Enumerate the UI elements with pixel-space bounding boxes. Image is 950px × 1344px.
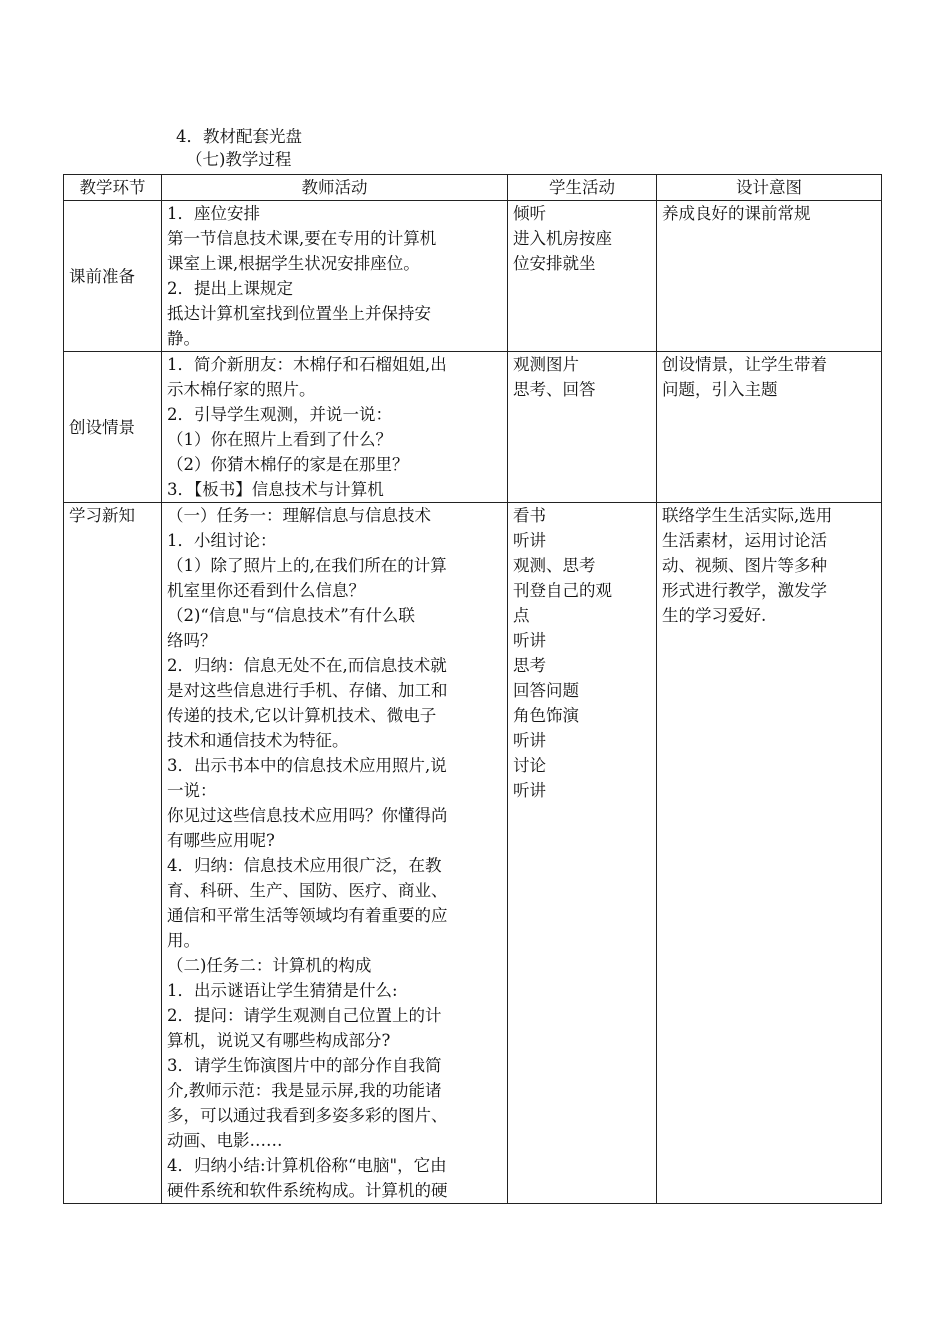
- intent-line: 养成良好的课前常规: [662, 204, 811, 223]
- intent-line: 问题，引入主题: [662, 380, 778, 399]
- student-line: 思考: [513, 656, 546, 675]
- stage-cell: 学习新知: [64, 503, 162, 1204]
- teacher-line: 是对这些信息进行手机、存储、加工和: [167, 681, 448, 700]
- teacher-line: 1．简介新朋友：木棉仔和石榴姐姐,出: [167, 355, 447, 374]
- student-activity-cell: [508, 201, 657, 352]
- teacher-line: 3．出示书本中的信息技术应用照片,说: [167, 756, 447, 775]
- intent-activity-cell: [657, 352, 882, 503]
- section-heading: （七)教学过程: [186, 150, 292, 169]
- intent-line: 创设情景，让学生带着: [662, 355, 827, 374]
- student-activity-cell: [508, 352, 657, 503]
- student-line: 思考、回答: [513, 380, 596, 399]
- student-line: 看书: [513, 506, 546, 525]
- teacher-line: 3．请学生饰演图片中的部分作自我简: [167, 1056, 442, 1075]
- teacher-line: 2．提出上课规定: [167, 279, 293, 298]
- teacher-line: 算机，说说又有哪些构成部分?: [167, 1031, 391, 1050]
- column-header-stage: 教学环节: [64, 175, 162, 201]
- student-line: 听讲: [513, 731, 546, 750]
- intent-activity-cell: [657, 201, 882, 352]
- teacher-line: （1）你在照片上看到了什么？: [167, 430, 392, 449]
- student-line: 听讲: [513, 531, 546, 550]
- teacher-line: 硬件系统和软件系统构成。计算机的硬: [167, 1181, 448, 1200]
- student-line: 听讲: [513, 781, 546, 800]
- student-line: 点: [513, 606, 530, 625]
- teacher-line: 你见过这些信息技术应用吗？你懂得尚: [167, 806, 448, 825]
- teacher-line: 抵达计算机室找到位置坐上并保持安: [167, 304, 431, 323]
- teacher-line: 2．引导学生观测，并说一说：: [167, 405, 392, 424]
- teacher-line: 第一节信息技术课,要在专用的计算机: [167, 229, 437, 248]
- teacher-line: 多，可以通过我看到多姿多彩的图片、: [167, 1106, 448, 1125]
- student-line: 倾听: [513, 204, 546, 223]
- student-line: 讨论: [513, 756, 546, 775]
- teaching-process-table: [63, 174, 882, 1204]
- student-line: 进入机房按座: [513, 229, 612, 248]
- teacher-line: 静。: [167, 329, 200, 348]
- intent-line: 联络学生生活实际,选用: [662, 506, 833, 525]
- teacher-activity-cell: [162, 352, 508, 503]
- teacher-line: 3．【板书】信息技术与计算机: [167, 480, 384, 499]
- teacher-line: （2)“信息"与“信息技术”有什么联: [167, 606, 415, 625]
- student-line: 听讲: [513, 631, 546, 650]
- table-row: [64, 503, 882, 1204]
- teacher-activity-cell: [162, 201, 508, 352]
- teacher-line: 机室里你还看到什么信息？: [167, 581, 365, 600]
- intent-line: 形式进行教学，激发学: [662, 581, 827, 600]
- teacher-line: 有哪些应用呢?: [167, 831, 275, 850]
- teacher-line: 育、科研、生产、国防、医疗、商业、: [167, 881, 448, 900]
- materials-item-4: 4．教材配套光盘: [176, 127, 302, 146]
- table-header-row: [64, 175, 882, 201]
- teacher-line: 1．出示谜语让学生猜猜是什么:: [167, 981, 398, 1000]
- column-header-intent: 设计意图: [657, 175, 882, 201]
- stage-cell: 创设情景: [64, 352, 162, 503]
- column-header-teacher: 教师活动: [162, 175, 508, 201]
- student-line: 观测图片: [513, 355, 579, 374]
- intent-line: 生的学习爱好.: [662, 606, 767, 625]
- student-line: 角色饰演: [513, 706, 579, 725]
- teacher-line: 传递的技术,它以计算机技术、微电子: [167, 706, 437, 725]
- teacher-line: 示木棉仔家的照片。: [167, 380, 316, 399]
- student-line: 回答问题: [513, 681, 579, 700]
- teacher-line: （1）除了照片上的,在我们所在的计算: [167, 556, 447, 575]
- teacher-line: 2．提问：请学生观测自己位置上的计: [167, 1006, 442, 1025]
- table-row: [64, 352, 882, 503]
- student-activity-cell: [508, 503, 657, 1204]
- teacher-line: 课室上课,根据学生状况安排座位。: [167, 254, 420, 273]
- teacher-line: 一说：: [167, 781, 217, 800]
- teacher-line: 通信和平常生活等领域均有着重要的应: [167, 906, 448, 925]
- teacher-line: （一）任务一：理解信息与信息技术: [167, 506, 431, 525]
- intent-line: 生活素材，运用讨论活: [662, 531, 827, 550]
- teacher-line: （二)任务二：计算机的构成: [167, 956, 372, 975]
- teacher-line: 用。: [167, 931, 200, 950]
- teacher-line: 介,教师示范：我是显示屏,我的功能诸: [167, 1081, 442, 1100]
- teacher-line: （2）你猜木棉仔的家是在那里？: [167, 455, 409, 474]
- intent-line: 动、视频、图片等多种: [662, 556, 827, 575]
- teacher-line: 1．小组讨论：: [167, 531, 277, 550]
- teacher-activity-cell: [162, 503, 508, 1204]
- table-row: [64, 201, 882, 352]
- student-line: 观测、思考: [513, 556, 596, 575]
- teacher-line: 1．座位安排: [167, 204, 260, 223]
- student-line: 刊登自己的观: [513, 581, 612, 600]
- stage-cell: 课前准备: [64, 201, 162, 352]
- student-line: 位安排就坐: [513, 254, 596, 273]
- teacher-line: 技术和通信技术为特征。: [167, 731, 349, 750]
- teacher-line: 2．归纳：信息无处不在,而信息技术就: [167, 656, 447, 675]
- teacher-line: 4．归纳：信息技术应用很广泛，在教: [167, 856, 442, 875]
- teacher-line: 4．归纳小结:计算机俗称“电脑"，它由: [167, 1156, 447, 1175]
- teacher-line: 动画、电影……: [167, 1131, 283, 1150]
- intent-activity-cell: [657, 503, 882, 1204]
- column-header-student: 学生活动: [508, 175, 657, 201]
- teacher-line: 络吗？: [167, 631, 217, 650]
